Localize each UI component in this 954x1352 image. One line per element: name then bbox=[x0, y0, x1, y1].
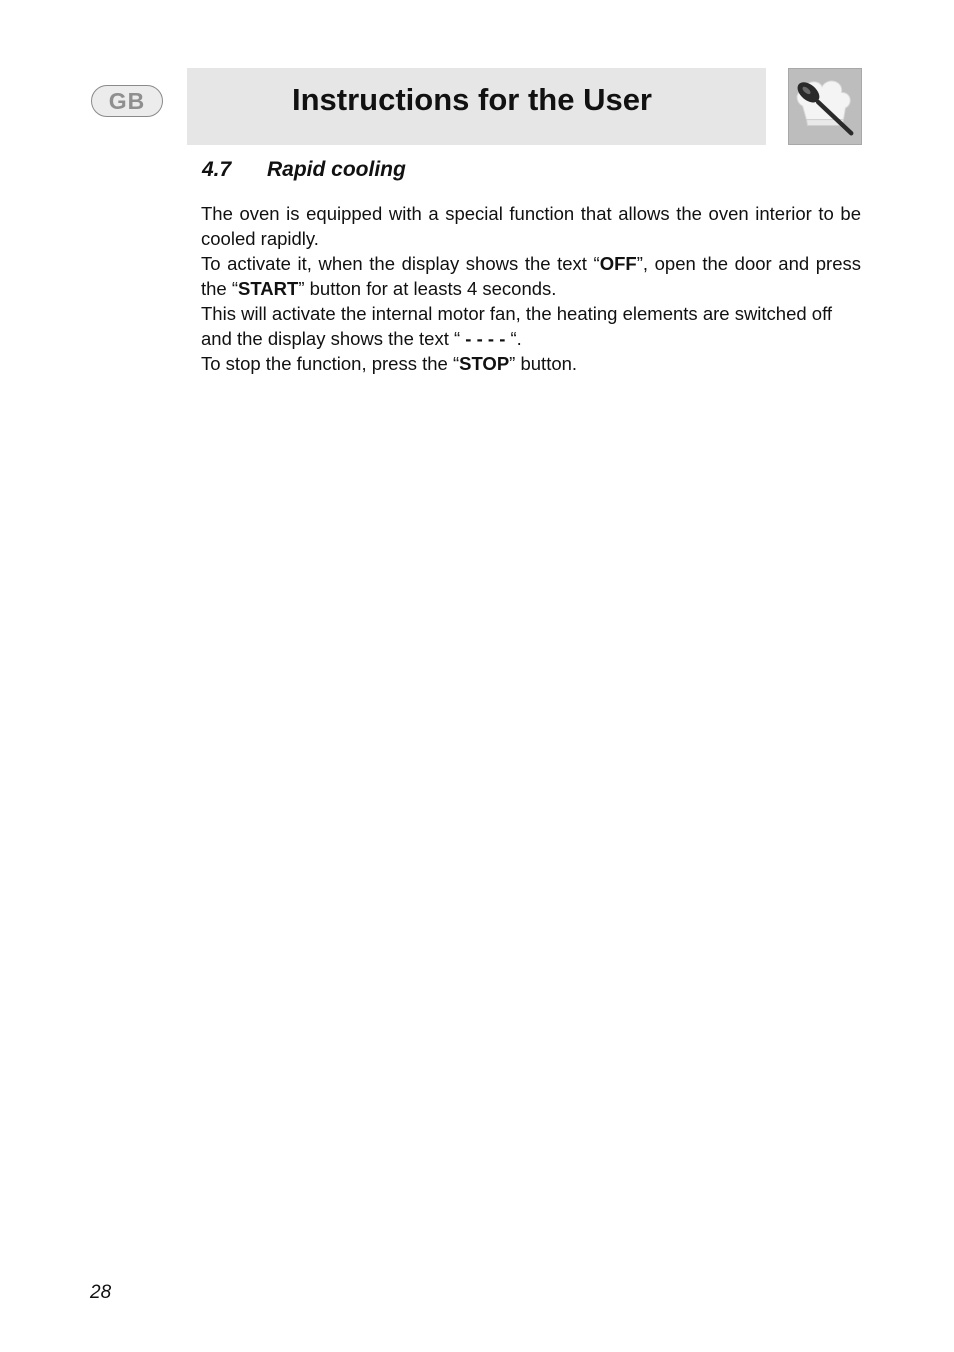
paragraph-intro-text: The oven is equipped with a special function that allows the oven interior to be cooled rapidly. bbox=[201, 203, 861, 249]
text-segment: This will activate the internal motor fan, the heating elements are switched off and the display shows the text “ bbox=[201, 303, 833, 349]
text-segment: ”, open the door and press the “ bbox=[201, 253, 862, 299]
language-code: GB bbox=[108, 87, 146, 114]
paragraph-intro bbox=[201, 201, 861, 251]
text-segment: To stop the function, press the “ bbox=[201, 353, 460, 374]
paragraph-stop bbox=[201, 351, 861, 376]
stop-button-label: STOP bbox=[459, 353, 510, 374]
chef-hat-spoon-icon bbox=[788, 68, 862, 145]
body-text bbox=[201, 201, 861, 376]
section-heading bbox=[202, 158, 406, 182]
text-segment: ” button for at leasts 4 seconds. bbox=[298, 278, 557, 299]
start-button-label: START bbox=[238, 278, 299, 299]
text-segment: “. bbox=[505, 328, 522, 349]
page-number: 28 bbox=[90, 1282, 112, 1303]
text-segment: ” button. bbox=[509, 353, 578, 374]
paragraph-effect bbox=[201, 301, 861, 351]
display-text-off: OFF bbox=[599, 253, 637, 274]
page-title: Instructions for the User bbox=[292, 82, 652, 117]
header-band bbox=[187, 68, 766, 145]
text-segment: To activate it, when the display shows the text “ bbox=[201, 253, 600, 274]
language-badge bbox=[91, 85, 163, 117]
display-text-dashes: - - - - bbox=[465, 328, 506, 349]
section-title: Rapid cooling bbox=[267, 158, 406, 181]
paragraph-activate bbox=[201, 251, 861, 301]
section-number: 4.7 bbox=[202, 158, 232, 181]
